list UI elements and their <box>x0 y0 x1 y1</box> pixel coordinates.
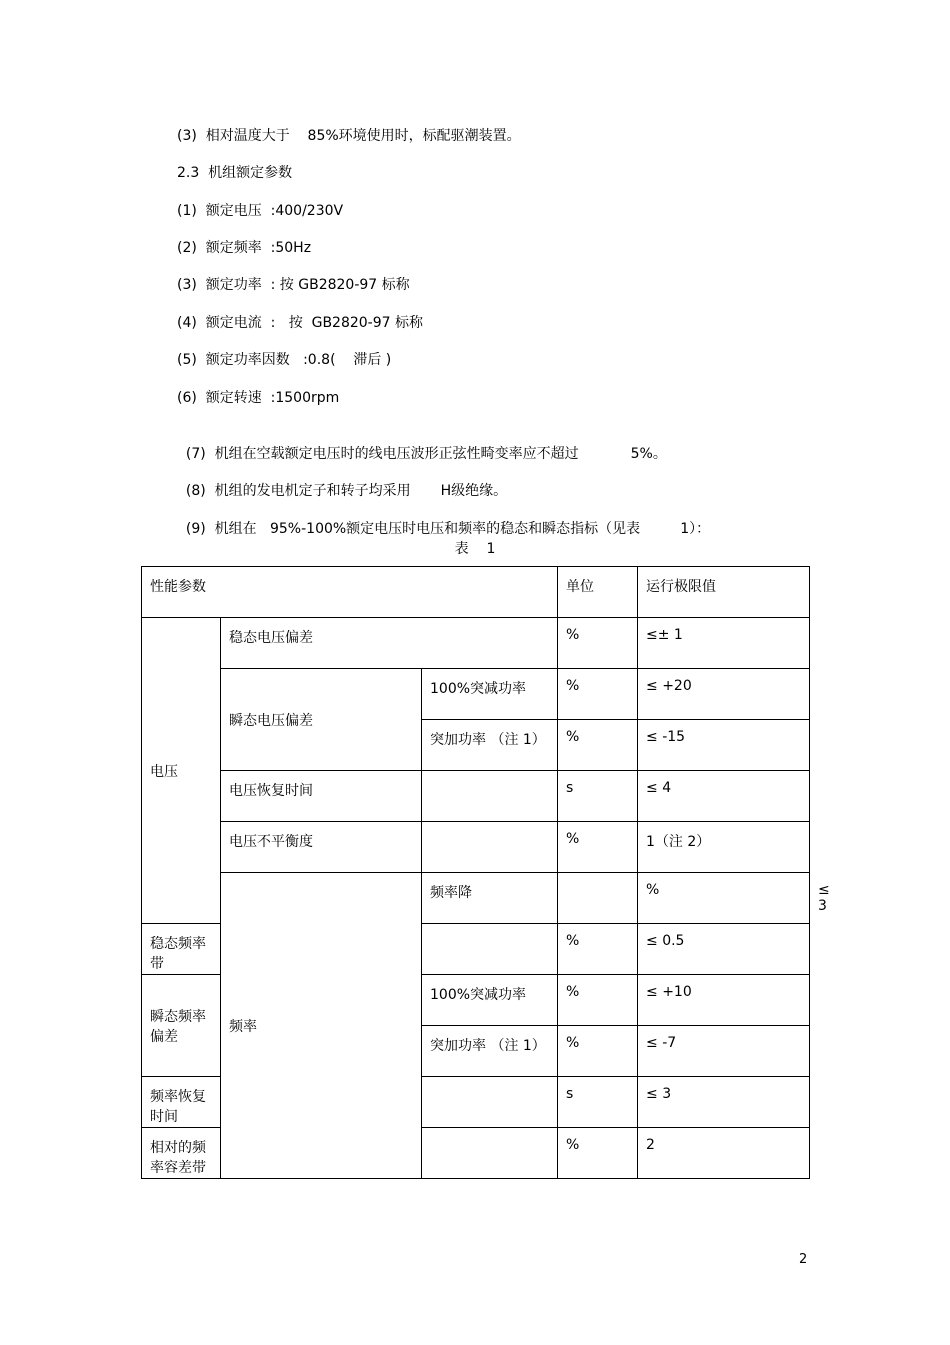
param-unit: % <box>638 873 810 924</box>
paragraph-rated-frequency: (2) 额定频率 :50Hz <box>177 240 312 256</box>
param-name: 稳态频率带 <box>142 924 221 975</box>
param-condition: 100%突减功率 <box>422 975 558 1026</box>
header-param: 性能参数 <box>142 567 558 618</box>
param-unit: s <box>558 771 638 822</box>
param-condition-empty <box>422 924 558 975</box>
paragraph-distortion-text: (7) 机组在空载额定电压时的线电压波形正弦性畸变率应不超过 <box>185 446 579 462</box>
header-unit: 单位 <box>558 567 638 618</box>
param-limit: ≤ +10 <box>638 975 810 1026</box>
paragraph-power-factor: (5) 额定功率因数 :0.8( 滞后 ) <box>177 352 392 368</box>
param-limit: ≤ 3 <box>638 1077 810 1128</box>
paragraph-indicators <box>177 502 710 538</box>
param-unit: % <box>558 924 638 975</box>
param-condition-empty <box>422 822 558 873</box>
paragraph-rated-speed: (6) 额定转速 :1500rpm <box>177 390 340 406</box>
table-header-row <box>142 567 810 618</box>
param-limit: ≤ 4 <box>638 771 810 822</box>
param-limit: 2 <box>638 1128 810 1179</box>
table-row: 频率 频率降 % ≤ 3 <box>142 873 810 924</box>
group-voltage: 电压 <box>142 618 221 924</box>
param-limit: ≤ -7 <box>638 1026 810 1077</box>
param-name: 瞬态频率偏差 <box>142 975 221 1077</box>
group-frequency: 频率 <box>221 873 422 1179</box>
paragraph-rated-current: (4) 额定电流 : 按 GB2820-97 标称 <box>177 315 423 331</box>
table-row <box>142 771 810 822</box>
table-row <box>142 669 810 720</box>
param-condition: 突加功率 （注 1） <box>422 720 558 771</box>
param-unit: % <box>558 618 638 669</box>
param-name: 电压恢复时间 <box>221 771 422 822</box>
param-condition-empty <box>558 873 638 924</box>
param-name: 相对的频率容差带 <box>142 1128 221 1179</box>
param-condition-empty <box>422 771 558 822</box>
paragraph-rated-power: (3) 额定功率 : 按 GB2820-97 标称 <box>177 277 410 293</box>
param-limit: ≤ 0.5 <box>638 924 810 975</box>
table-caption: 表 1 <box>454 541 496 557</box>
param-name: 稳态电压偏差 <box>221 618 558 669</box>
paragraph-indicators-text: (9) 机组在 95%-100%额定电压时电压和频率的稳态和瞬态指标（见表 <box>185 521 641 537</box>
header-limit: 运行极限值 <box>638 567 810 618</box>
paragraph-humidity: (3) 相对温度大于 85%环境使用时，标配驱潮装置。 <box>177 128 521 144</box>
table-row <box>142 822 810 873</box>
table-row <box>142 618 810 669</box>
paragraph-distortion <box>177 427 667 463</box>
section-heading-rated-params: 2.3 机组额定参数 <box>177 165 293 181</box>
paragraph-distortion-value: 5%。 <box>630 446 667 462</box>
paragraph-insulation-class: H级绝缘。 <box>440 483 508 499</box>
param-unit: s <box>558 1077 638 1128</box>
page-number: 2 <box>799 1252 808 1267</box>
param-condition-empty <box>422 1128 558 1179</box>
param-name: 瞬态电压偏差 <box>221 669 422 771</box>
param-unit: % <box>558 1026 638 1077</box>
param-name: 频率恢复时间 <box>142 1077 221 1128</box>
param-name: 频率降 <box>422 873 558 924</box>
param-unit: % <box>558 975 638 1026</box>
param-name: 电压不平衡度 <box>221 822 422 873</box>
param-condition: 100%突减功率 <box>422 669 558 720</box>
param-unit: % <box>558 822 638 873</box>
paragraph-rated-voltage: (1) 额定电压 :400/230V <box>177 203 344 219</box>
param-limit: ≤ +20 <box>638 669 810 720</box>
performance-table <box>141 566 830 1179</box>
param-condition-empty <box>422 1077 558 1128</box>
param-unit: % <box>558 1128 638 1179</box>
param-limit: 1（注 2） <box>638 822 810 873</box>
param-condition: 突加功率 （注 1） <box>422 1026 558 1077</box>
param-unit: % <box>558 669 638 720</box>
paragraph-indicators-ref: 1）： <box>680 521 711 537</box>
paragraph-insulation <box>177 464 507 500</box>
param-unit: % <box>558 720 638 771</box>
param-limit: ≤± 1 <box>638 618 810 669</box>
param-limit: ≤ -15 <box>638 720 810 771</box>
paragraph-insulation-text: (8) 机组的发电机定子和转子均采用 <box>185 483 411 499</box>
